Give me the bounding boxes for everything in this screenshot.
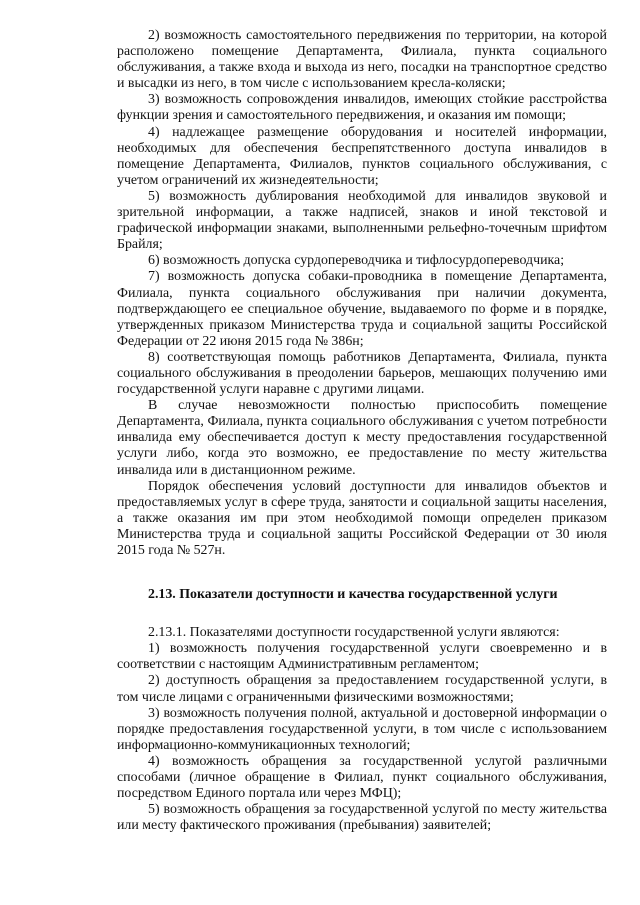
paragraph-item-3: 3) возможность сопровождения инвалидов, имеющих стойкие расстройства функции зрения и самостоятельного передвижения, и оказания им помощи; (117, 92, 607, 124)
paragraph-indicator-2: 2) доступность обращения за предоставлением государственной услуги, в том числе лицами с ограниченными физическими возможностями; (117, 673, 607, 705)
paragraph-item-2: 2) возможность самостоятельного передвижения по территории, на которой расположено помещение Департамента, Филиала, пункта социального обслуживания, а также входа и выхода из него, посадки на транспортное средство и высадки из него, в том числе с использованием кресла-коляски; (117, 28, 607, 92)
paragraphs-before (117, 28, 607, 559)
paragraph-item-7: 7) возможность допуска собаки-проводника в помещение Департамента, Филиала, пункта социального обслуживания при наличии документа, подтверждающего ее специальное обучение, выдаваемого по форме и в порядке, утвержденных приказом Министерства труда и социальной защиты Российской Федерации от 22 июня 2015 года № 386н; (117, 269, 607, 349)
paragraph-impossibility: В случае невозможности полностью приспособить помещение Департамента, Филиала, пункта социального обслуживания с учетом потребности инвалида ему обеспечивается доступ к месту предоставления государственной услуги либо, когда это возможно, ее предоставление по месту жительства инвалида или в дистанционном режиме. (117, 398, 607, 478)
paragraph-item-4: 4) надлежащее размещение оборудования и носителей информации, необходимых для обеспечения беспрепятственного доступа инвалидов в помещение Департамента, Филиалов, пунктов социального обслуживания, с учетом ограничений их жизнедеятельности; (117, 124, 607, 188)
section-heading: 2.13. Показатели доступности и качества государственной услуги (148, 587, 558, 603)
paragraph-item-8: 8) соответствующая помощь работников Департамента, Филиала, пункта социального обслуживания в преодолении барьеров, мешающих получению ими государственной услуги наравне с другими лицами. (117, 349, 607, 398)
paragraph-indicator-4: 4) возможность обращения за государственной услугой различными способами (личное обращение в Филиал, пункт социального обслуживания, посредством Единого портала или через МФЦ); (117, 753, 607, 802)
paragraph-order: Порядок обеспечения условий доступности для инвалидов объектов и предоставляемых услуг в сфере труда, занятости и социальной защиты населения, а также оказания им при этом необходимой помощи определен приказом Министерства труда и социальной защиты Российской Федерации от 30 июля 2015 года № 527н. (117, 478, 607, 558)
paragraph-item-6: 6) возможность допуска сурдопереводчика и тифлосурдопереводчика; (148, 253, 565, 269)
paragraph-indicator-5: 5) возможность обращения за государственной услугой по месту жительства или месту фактического проживания (пребывания) заявителей; (117, 802, 607, 834)
paragraph-2-13-1: 2.13.1. Показателями доступности государственной услуги являются: (148, 625, 560, 641)
paragraphs-after (117, 625, 607, 834)
paragraph-item-5: 5) возможность дублирования необходимой для инвалидов звуковой и зрительной информации, а также надписей, знаков и иной текстовой и графической информации знаками, выполненными рельефно-точечным шрифтом Брайля; (117, 188, 607, 253)
paragraph-indicator-1: 1) возможность получения государственной услуги своевременно и в соответствии с настоящим Административным регламентом; (117, 641, 607, 673)
paragraph-indicator-3: 3) возможность получения полной, актуальной и достоверной информации о порядке предоставления государственной услуги, в том числе с использованием информационно-коммуникационных технологий; (117, 705, 607, 753)
